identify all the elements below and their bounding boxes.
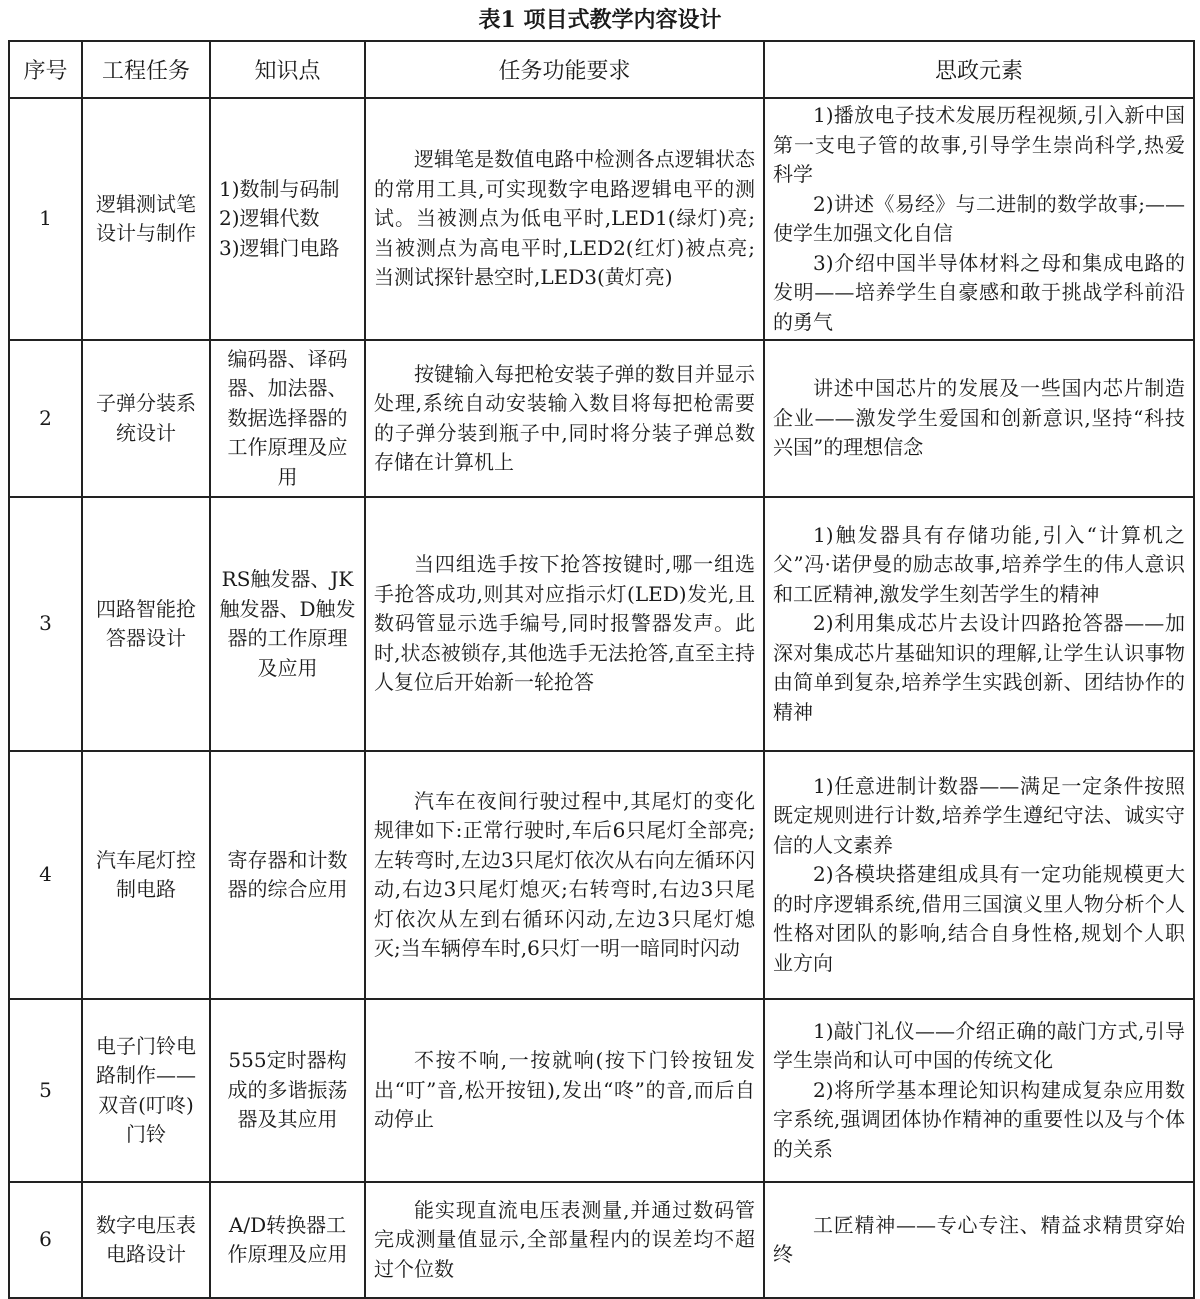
row-number: 1 [9, 98, 82, 340]
ideology-cell [764, 98, 1194, 340]
task-cell: 逻辑测试笔设计与制作 [82, 98, 210, 340]
ideology-cell [764, 497, 1194, 751]
requirement-cell [365, 497, 764, 751]
row-number: 5 [9, 999, 82, 1182]
knowledge-cell [210, 1182, 365, 1298]
ideology-paragraph: 工匠精神——专心专注、精益求精贯穿始终 [773, 1212, 1185, 1266]
table-row [9, 497, 1194, 751]
knowledge-cell [210, 751, 365, 999]
table-row [9, 999, 1194, 1182]
requirement-text: 当四组选手按下抢答按键时,哪一组选手抢答成功,则其对应指示灯(LED)发光,且数码管显示选手编号,同时报警器发声。此时,状态被锁存,其他选手无法抢答,直至主持人复位后开始新一轮抢答 [374, 552, 755, 695]
ideology-cell [764, 1182, 1194, 1298]
requirement-text: 汽车在夜间行驶过程中,其尾灯的变化规律如下:正常行驶时,车后6只尾灯全部亮;左转弯时,左边3只尾灯依次从右向左循环闪动,右边3只尾灯熄灭;右转弯时,右边3只尾灯依次从左到右循环闪动,左边3只尾灯熄灭;当车辆停车时,6只灯一明一暗同时闪动 [374, 788, 755, 960]
requirement-cell [365, 751, 764, 999]
column-header-requirement: 任务功能要求 [365, 41, 764, 98]
ideology-paragraph: 2)讲述《易经》与二进制的数学故事;——使学生加强文化自信 [773, 191, 1185, 245]
knowledge-item: 寄存器和计数器的综合应用 [227, 847, 348, 901]
table-row [9, 1182, 1194, 1298]
ideology-paragraph: 1)触发器具有存储功能,引入“计算机之父”冯·诺伊曼的励志故事,培养学生的伟人意识和工匠精神,激发学生刻苦学生的精神 [773, 522, 1185, 606]
requirement-cell [365, 999, 764, 1182]
knowledge-item: 2)逻辑代数 [219, 206, 320, 231]
header-row [9, 41, 1194, 98]
ideology-cell [764, 999, 1194, 1182]
column-header-ideology: 思政元素 [764, 41, 1194, 98]
requirement-cell [365, 340, 764, 497]
knowledge-item: A/D转换器工作原理及应用 [227, 1212, 348, 1266]
ideology-paragraph: 1)敲门礼仪——介绍正确的敲门方式,引导学生崇尚和认可中国的传统文化 [773, 1018, 1185, 1073]
column-header-no: 序号 [9, 41, 82, 98]
knowledge-item: RS触发器、JK触发器、D触发器的工作原理及应用 [219, 567, 356, 680]
teaching-content-table [8, 40, 1195, 1299]
ideology-paragraph: 3)介绍中国半导体材料之母和集成电路的发明——培养学生自豪感和敢于挑战学科前沿的勇气 [773, 250, 1185, 334]
knowledge-item: 3)逻辑门电路 [219, 235, 340, 260]
ideology-paragraph: 2)各模块搭建组成具有一定功能规模更大的时序逻辑系统,借用三国演义里人物分析个人性格对团队的影响,结合自身性格,规划个人职业方向 [773, 862, 1185, 975]
requirement-text: 逻辑笔是数值电路中检测各点逻辑状态的常用工具,可实现数字电路逻辑电平的测试。当被测点为低电平时,LED1(绿灯)亮;当被测点为高电平时,LED2(红灯)被点亮;当测试探针悬空时,LED3(黄灯亮) [374, 147, 755, 290]
requirement-text: 按键输入每把枪安装子弹的数目并显示处理,系统自动安装输入数目将每把枪需要的子弹分装到瓶子中,同时将分装子弹总数存储在计算机上 [374, 361, 755, 474]
row-number: 3 [9, 497, 82, 751]
ideology-cell [764, 340, 1194, 497]
task-cell: 电子门铃电路制作——双音(叮咚)门铃 [82, 999, 210, 1182]
knowledge-cell [210, 98, 365, 340]
ideology-paragraph: 2)利用集成芯片去设计四路抢答器——加深对集成芯片基础知识的理解,让学生认识事物由简单到复杂,培养学生实践创新、团结协作的精神 [773, 611, 1185, 724]
ideology-paragraph: 1)播放电子技术发展历程视频,引入新中国第一支电子管的故事,引导学生崇尚科学,热爱科学 [773, 103, 1185, 186]
task-cell: 汽车尾灯控制电路 [82, 751, 210, 999]
table-row [9, 98, 1194, 340]
requirement-cell [365, 98, 764, 340]
row-number: 4 [9, 751, 82, 999]
table-row [9, 751, 1194, 999]
knowledge-cell [210, 340, 365, 497]
row-number: 6 [9, 1182, 82, 1298]
row-number: 2 [9, 340, 82, 497]
ideology-paragraph: 讲述中国芯片的发展及一些国内芯片制造企业——激发学生爱国和创新意识,坚持“科技兴国”的理想信念 [773, 376, 1185, 460]
ideology-paragraph: 1)任意进制计数器——满足一定条件按照既定规则进行计数,培养学生遵纪守法、诚实守信的人文素养 [773, 773, 1185, 857]
table-row [9, 340, 1194, 497]
task-cell: 子弹分装系统设计 [82, 340, 210, 497]
knowledge-item: 1)数制与码制 [219, 176, 340, 201]
task-cell: 数字电压表电路设计 [82, 1182, 210, 1298]
ideology-cell [764, 751, 1194, 999]
task-cell: 四路智能抢答器设计 [82, 497, 210, 751]
requirement-text: 不按不响,一按就响(按下门铃按钮发出“叮”音,松开按钮),发出“咚”的音,而后自动停止 [374, 1048, 755, 1132]
knowledge-item: 555定时器构成的多谐振荡器及其应用 [227, 1048, 348, 1132]
knowledge-cell [210, 497, 365, 751]
table-caption: 表1 项目式教学内容设计 [478, 7, 722, 33]
column-header-knowledge: 知识点 [210, 41, 365, 98]
ideology-paragraph: 2)将所学基本理论知识构建成复杂应用数字系统,强调团体协作精神的重要性以及与个体的关系 [773, 1077, 1185, 1161]
knowledge-item: 编码器、译码器、加法器、数据选择器的工作原理及应用 [227, 346, 348, 489]
column-header-task: 工程任务 [82, 41, 210, 98]
knowledge-cell [210, 999, 365, 1182]
requirement-text: 能实现直流电压表测量,并通过数码管完成测量值显示,全部量程内的误差均不超过个位数 [374, 1197, 755, 1281]
requirement-cell [365, 1182, 764, 1298]
